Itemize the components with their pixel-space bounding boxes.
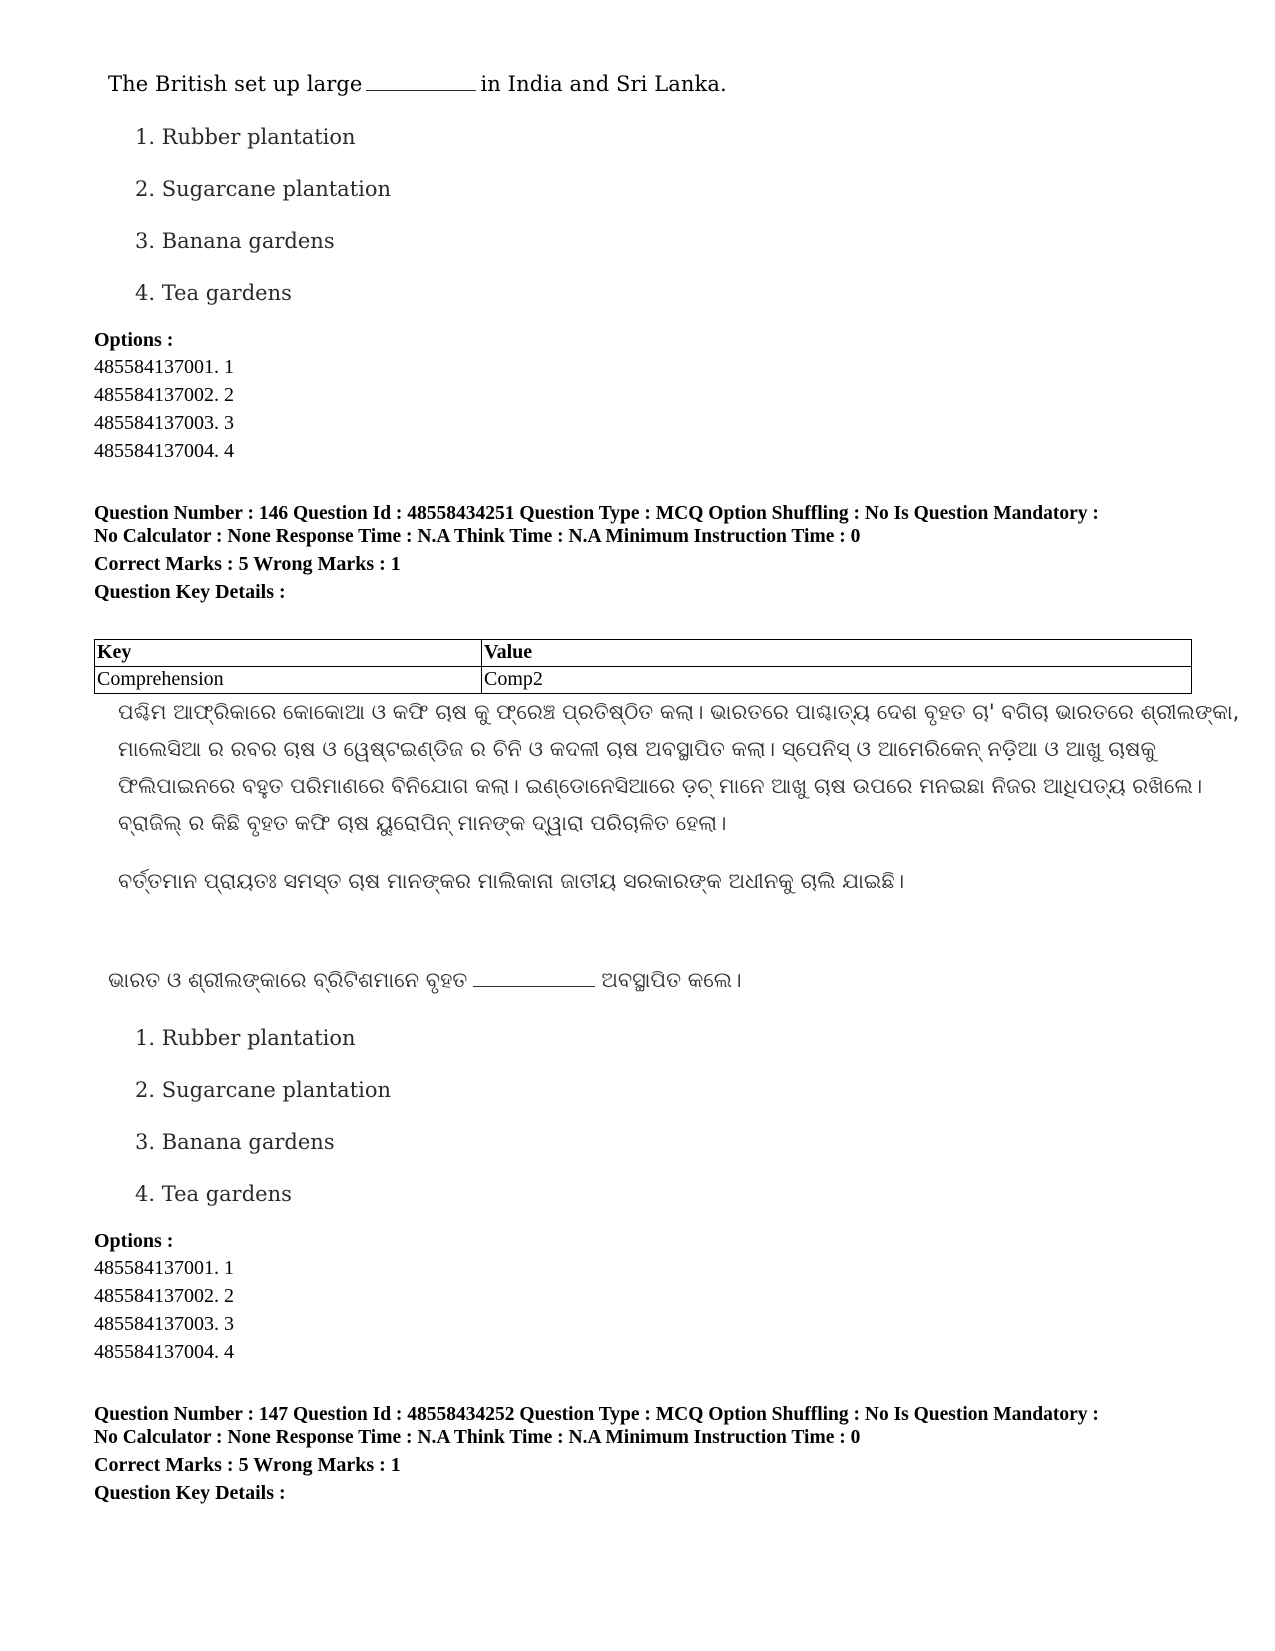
q146-odia-stem [108, 968, 742, 993]
q145-choice-3: 3. Banana gardens [135, 229, 335, 253]
q145-stem-before: The British set up large [108, 72, 363, 96]
q146-meta-line-2: No Calculator : None Response Time : N.A Think Time : N.A Minimum Instruction Time : 0 [94, 526, 861, 547]
q146-option-1: 485584137001. 1 [94, 1257, 234, 1279]
q146-options-heading: Options : [94, 1230, 174, 1252]
passage-line-4: ବ୍ରାଜିଲ୍ ର କିଛି ବୃହତ କଫି ଚାଷ ୟୁରୋପିନ୍ ମାନଙ୍କ ଦ୍ୱାରା ପରିଚାଳିତ ହେଲା। [118, 811, 727, 835]
q146-key-details-heading: Question Key Details : [94, 581, 286, 603]
q147-meta-line-1: Question Number : 147 Question Id : 48558434252 Question Type : MCQ Option Shuffling : No Is Question Mandatory : [94, 1404, 1099, 1425]
table-cell-key: Comprehension [95, 667, 482, 694]
q145-stem-after: in India and Sri Lanka. [480, 72, 727, 96]
q147-key-details-heading: Question Key Details : [94, 1482, 286, 1504]
table-header-row [95, 640, 1192, 667]
q145-choice-4: 4. Tea gardens [135, 281, 292, 305]
passage-line-3: ଫିଲିପାଇନରେ ବହୁତ ପରିମାଣରେ ବିନିଯୋଗ କଲା। ଇଣ୍ଡୋନେସିଆରେ ଡ଼ଚ୍ ମାନେ ଆଖୁ ଚାଷ ଉପରେ ମନଇଛା ନିଜର ଆଧିପତ୍ୟ ରଖିଲେ। [118, 774, 1203, 798]
q145-choice-2: 2. Sugarcane plantation [135, 177, 392, 201]
table-header-key: Key [95, 640, 482, 667]
q146-odia-stem-before: ଭାରତ ଓ ଶ୍ରୀଲଙ୍କାରେ ବ୍ରିଟିଶମାନେ ବୃହତ [108, 968, 468, 992]
q145-option-2: 485584137002. 2 [94, 384, 234, 406]
q147-meta-line-2: No Calculator : None Response Time : N.A Think Time : N.A Minimum Instruction Time : 0 [94, 1427, 861, 1448]
table-header-value: Value [482, 640, 1192, 667]
q146-odia-stem-blank [473, 986, 595, 987]
q146-option-3: 485584137003. 3 [94, 1313, 234, 1335]
q147-marks: Correct Marks : 5 Wrong Marks : 1 [94, 1454, 401, 1476]
q145-options-heading: Options : [94, 329, 174, 351]
q146-option-2: 485584137002. 2 [94, 1285, 234, 1307]
q145-option-1: 485584137001. 1 [94, 356, 234, 378]
passage-line-5: ବର୍ତ୍ତମାନ ପ୍ରାୟତଃ ସମସ୍ତ ଚାଷ ମାନଙ୍କର ମାଲିକାନା ଜାତୀୟ ସରକାରଙ୍କ ଅଧୀନକୁ ଚାଲି ଯାଇଛି। [118, 869, 905, 893]
q146-marks: Correct Marks : 5 Wrong Marks : 1 [94, 553, 401, 575]
q146-choice-3: 3. Banana gardens [135, 1130, 335, 1154]
passage-line-2: ମାଲେସିଆ ର ରବର ଚାଷ ଓ ୱେଷ୍ଟଇଣ୍ଡିଜ ର ଚିନି ଓ କଦଳୀ ଚାଷ ଅବସ୍ଥାପିତ କଲା। ସ୍ପେନିସ୍ ଓ ଆମେରିକେନ୍ ନଡ଼ିଆ ଓ ଆଖୁ ଚାଷକୁ [118, 737, 1156, 761]
q146-choice-4: 4. Tea gardens [135, 1182, 292, 1206]
q146-option-4: 485584137004. 4 [94, 1341, 234, 1363]
q145-stem [108, 72, 727, 96]
q145-stem-blank [366, 90, 476, 91]
table-row [95, 667, 1192, 694]
q146-choice-2: 2. Sugarcane plantation [135, 1078, 392, 1102]
q146-choice-1: 1. Rubber plantation [135, 1026, 356, 1050]
q146-meta-line-1: Question Number : 146 Question Id : 48558434251 Question Type : MCQ Option Shuffling : No Is Question Mandatory : [94, 503, 1099, 524]
table-cell-value: Comp2 [482, 667, 1192, 694]
q145-choice-1: 1. Rubber plantation [135, 125, 356, 149]
q145-option-4: 485584137004. 4 [94, 440, 234, 462]
q146-odia-stem-after: ଅବସ୍ଥାପିତ କଲେ। [601, 968, 742, 992]
q145-option-3: 485584137003. 3 [94, 412, 234, 434]
q146-key-details-table [94, 639, 1192, 694]
passage-line-1: ପଶ୍ଚିମ ଆଫ୍ରିକାରେ କୋକୋଆ ଓ କଫି ଚାଷ କୁ ଫ୍ରେଞ୍ଚ ପ୍ରତିଷ୍ଠିତ କଲା। ଭାରତରେ ପାଶ୍ଚାତ୍ୟ ଦେଶ ବୃହତ ଚା' ବଗିଚା ଭାରତରେ ଶ୍ରୀଲଙ୍କା, [118, 700, 1240, 724]
